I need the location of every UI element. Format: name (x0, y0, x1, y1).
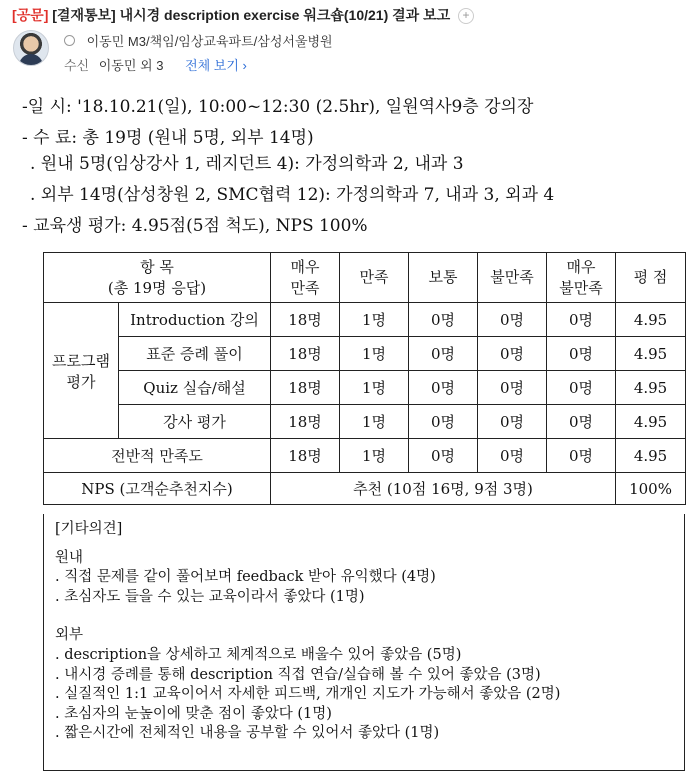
avatar[interactable] (13, 30, 49, 66)
list-item: . 초심자의 눈높이에 맞춘 점이 좋았다 (1명) (55, 705, 332, 722)
nps-label: NPS (고객순추천지수) (44, 473, 271, 505)
cell-dissat: 0명 (478, 405, 547, 439)
cell-neutral: 0명 (409, 337, 478, 371)
header-very-satisfied: 매우 만족 (271, 253, 340, 303)
summary-evaluation: - 교육생 평가: 4.95점(5점 척도), NPS 100% (22, 216, 368, 236)
internal-title: 원내 (55, 549, 84, 566)
cell-very-sat: 18명 (271, 371, 340, 405)
cell-score: 4.95 (616, 439, 686, 473)
nps-value: 추천 (10점 16명, 9점 3명) (271, 473, 616, 505)
recipient-names[interactable]: 이동민 외 3 (98, 58, 164, 73)
table-header-row (44, 253, 686, 303)
cell-very-dissat: 0명 (547, 303, 616, 337)
summary-internal: . 원내 5명(임상강사 1, 레지던트 4): 가정의학과 2, 내과 3 (30, 154, 464, 174)
list-item: . 짧은시간에 전체적인 내용을 공부할 수 있어서 좋았다 (1명) (55, 725, 440, 742)
row-name: 전반적 만족도 (44, 439, 271, 473)
header-neutral: 보통 (409, 253, 478, 303)
list-item: . 내시경 증례를 통해 description 직접 연습/실습해 볼 수 있어 좋았음 (3명) (55, 666, 541, 683)
cell-neutral: 0명 (409, 439, 478, 473)
cell-sat: 1명 (340, 371, 409, 405)
add-icon[interactable]: + (458, 8, 474, 24)
cell-sat: 1명 (340, 439, 409, 473)
row-name: 표준 증례 풀이 (119, 337, 271, 371)
cell-neutral: 0명 (409, 405, 478, 439)
recipient-row (64, 55, 247, 74)
cell-very-dissat: 0명 (547, 405, 616, 439)
chevron-right-icon: › (242, 58, 247, 73)
cell-neutral: 0명 (409, 303, 478, 337)
mail-header (0, 0, 695, 76)
header-satisfied: 만족 (340, 253, 409, 303)
view-all-label[interactable]: 전체 보기 (185, 58, 239, 73)
nps-row (44, 473, 686, 505)
sender-row (64, 31, 333, 50)
sender-name[interactable]: 이동민 M3/책임/임상교육파트/삼성서울병원 (86, 34, 333, 49)
cell-very-dissat: 0명 (547, 337, 616, 371)
presence-icon (64, 35, 75, 46)
table-row (44, 337, 686, 371)
cell-very-dissat: 0명 (547, 371, 616, 405)
row-name: Quiz 실습/해설 (119, 371, 271, 405)
external-title: 외부 (55, 627, 84, 644)
list-item: . 직접 문제를 같이 풀어보며 feedback 받아 유익했다 (4명) (55, 569, 436, 586)
cell-very-sat: 18명 (271, 303, 340, 337)
cell-score: 4.95 (616, 371, 686, 405)
table-row (44, 405, 686, 439)
subject-text: [결재통보] 내시경 description exercise 워크숍(10/21) 결과 보고 (52, 7, 451, 23)
header-dissatisfied: 불만족 (478, 253, 547, 303)
cell-very-sat: 18명 (271, 405, 340, 439)
header-score: 평 점 (616, 253, 686, 303)
evaluation-table (43, 252, 686, 505)
cell-sat: 1명 (340, 303, 409, 337)
list-item: . 초심자도 들을 수 있는 교육이라서 좋았다 (1명) (55, 588, 365, 605)
cell-sat: 1명 (340, 337, 409, 371)
summary-external: . 외부 14명(삼성창원 2, SMC협력 12): 가정의학과 7, 내과 3, 외과 4 (30, 185, 555, 205)
summary-completion: - 수 료: 총 19명 (원내 5명, 외부 14명) (22, 128, 314, 148)
mail-subject (12, 5, 474, 25)
list-item: . description을 상세하고 체계적으로 배울수 있어 좋았음 (5명) (55, 646, 462, 663)
cell-neutral: 0명 (409, 371, 478, 405)
recipient-label: 수신 (64, 58, 90, 73)
cell-score: 4.95 (616, 405, 686, 439)
view-all-link[interactable] (185, 58, 247, 73)
cell-very-dissat: 0명 (547, 439, 616, 473)
cell-sat: 1명 (340, 405, 409, 439)
table-row (44, 303, 686, 337)
cell-very-sat: 18명 (271, 337, 340, 371)
nps-score: 100% (616, 473, 686, 505)
cell-score: 4.95 (616, 337, 686, 371)
other-comments (43, 514, 685, 771)
cell-very-sat: 18명 (271, 439, 340, 473)
header-item: 항 목 (총 19명 응답) (44, 253, 271, 303)
cell-dissat: 0명 (478, 371, 547, 405)
summary-date: -일 시: '18.10.21(일), 10:00~12:30 (2.5hr), 일원역사9층 강의장 (22, 97, 534, 117)
program-label: 프로그램 평가 (44, 303, 119, 439)
notes-title: [기타의견] (55, 521, 123, 537)
subject-tag: [공문] (12, 7, 49, 23)
row-name: 강사 평가 (119, 405, 271, 439)
cell-dissat: 0명 (478, 439, 547, 473)
overall-row (44, 439, 686, 473)
row-name: Introduction 강의 (119, 303, 271, 337)
table-row (44, 371, 686, 405)
header-very-dissatisfied: 매우 불만족 (547, 253, 616, 303)
cell-dissat: 0명 (478, 337, 547, 371)
cell-score: 4.95 (616, 303, 686, 337)
list-item: . 실질적인 1:1 교육이어서 자세한 피드백, 개개인 지도가 가능해서 좋았음 (2명) (55, 686, 561, 703)
cell-dissat: 0명 (478, 303, 547, 337)
